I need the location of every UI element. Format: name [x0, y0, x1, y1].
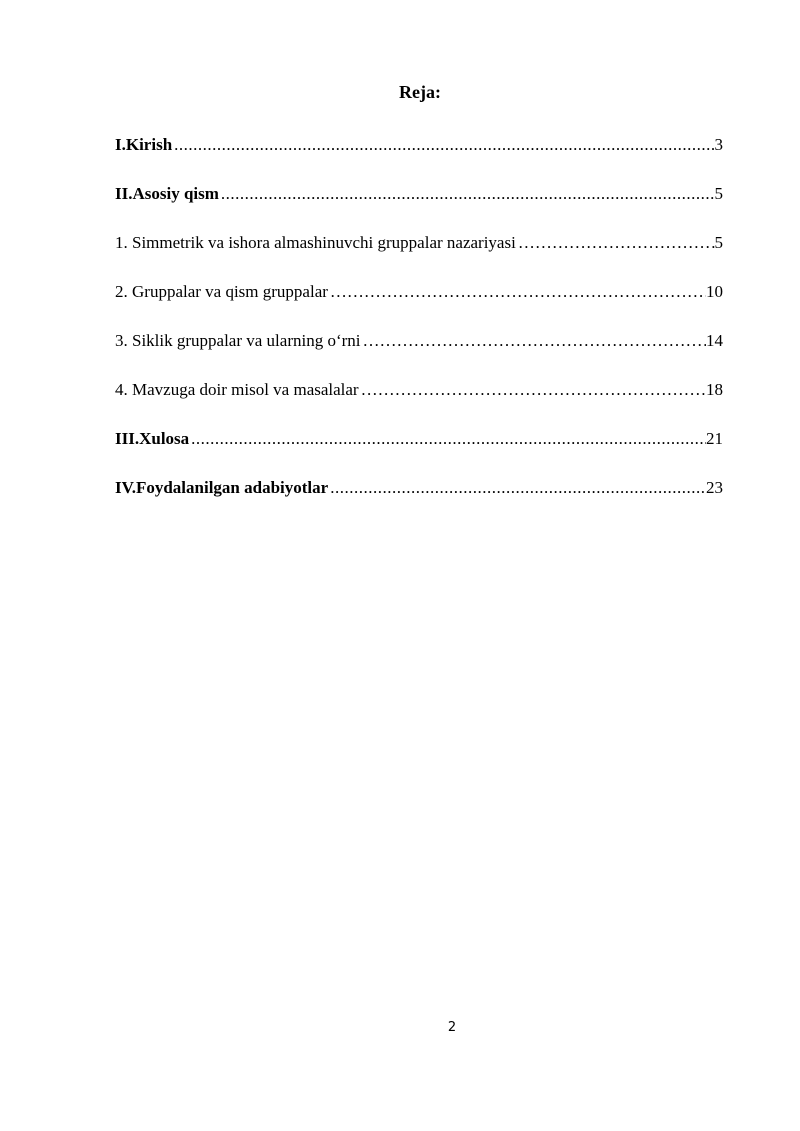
toc-entry-xulosa — [115, 414, 723, 463]
page-title: Reja: — [399, 82, 441, 102]
toc-page-number: 5 — [714, 232, 723, 252]
toc-entry-label: IV.Foydalanilgan adabiyotlar — [115, 477, 329, 497]
toc-dot-leader — [191, 427, 706, 451]
toc-entry-label: II.Asosiy qism — [115, 183, 219, 203]
toc-page-number: 10 — [706, 281, 723, 301]
toc-entry-asosiy-qism — [115, 169, 723, 218]
page-number: 2 — [447, 1020, 457, 1035]
toc-page-number: 18 — [706, 379, 723, 399]
toc-dot-leader — [361, 378, 706, 402]
toc-entry-section-3 — [115, 316, 723, 365]
toc-entry-section-4 — [115, 365, 723, 414]
toc-entry-section-1 — [115, 218, 723, 267]
toc-page-number: 5 — [714, 183, 723, 203]
toc-entry-adabiyotlar — [115, 463, 723, 512]
toc-entry-section-2 — [115, 267, 723, 316]
toc-entry-label: III.Xulosa — [115, 428, 190, 448]
toc-entry-label: 1. Simmetrik va ishora almashinuvchi gruppalar nazariyasi — [115, 232, 516, 252]
toc-dot-leader — [363, 329, 706, 353]
toc-page-number: 21 — [706, 428, 723, 448]
toc-dot-leader — [330, 476, 706, 500]
toc-entry-label: I.Kirish — [115, 134, 173, 154]
toc-page-number: 14 — [706, 330, 723, 350]
table-of-contents — [115, 120, 723, 512]
toc-dot-leader — [330, 280, 706, 304]
toc-entry-label: 4. Mavzuga doir misol va masalalar — [115, 379, 359, 399]
toc-entry-label: 2. Gruppalar va qism gruppalar — [115, 281, 328, 301]
toc-entry-kirish — [115, 120, 723, 169]
toc-dot-leader — [221, 182, 715, 206]
toc-page-number: 23 — [706, 477, 723, 497]
toc-page-number: 3 — [714, 134, 723, 154]
toc-entry-label: 3. Siklik gruppalar va ularning o‘rni — [115, 330, 361, 350]
toc-dot-leader — [174, 133, 714, 157]
toc-dot-leader — [518, 231, 715, 255]
